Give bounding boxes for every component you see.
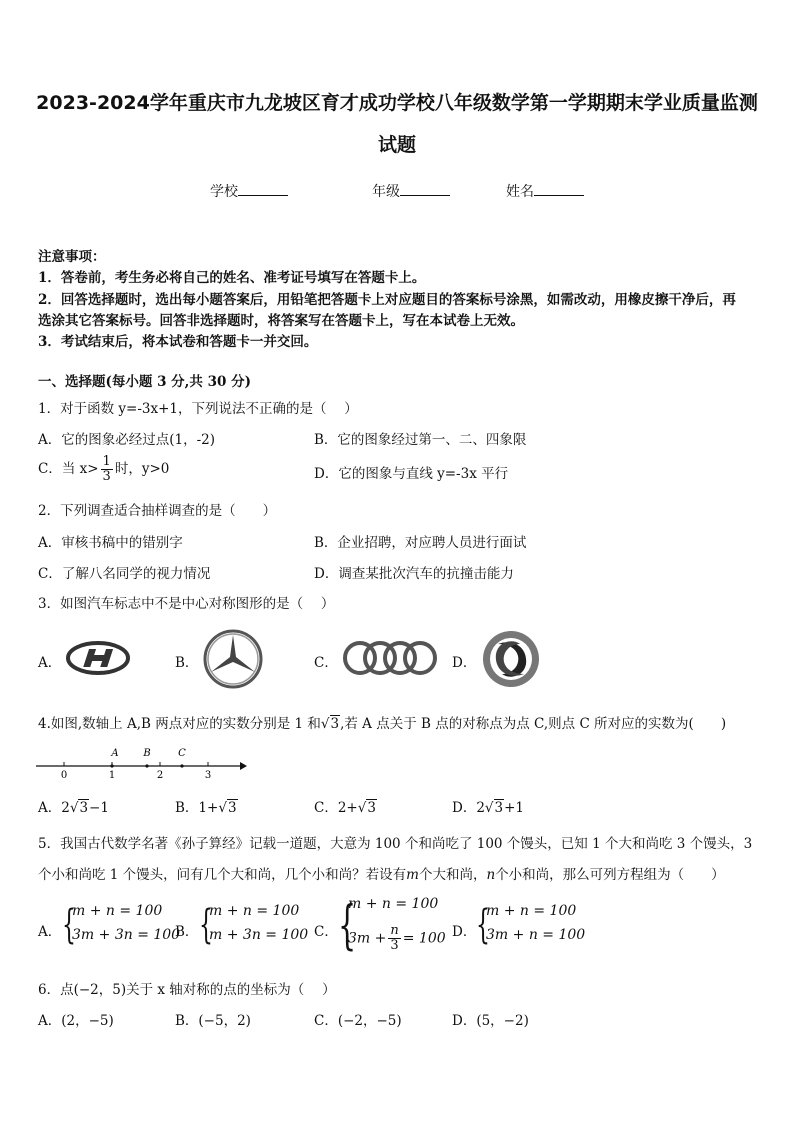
q4-option-a[interactable] [38, 796, 109, 816]
equation: m + n = 100 [209, 903, 300, 919]
exam-title-continued: 试题 [377, 134, 416, 156]
q2-option-c[interactable]: C．了解八名同学的视力情况 [38, 566, 211, 582]
sqrt-radicand: 3 [79, 800, 89, 816]
option-text: C．2+ [314, 800, 358, 816]
tick-label: 1 [108, 770, 116, 780]
brace-icon: { [476, 902, 490, 948]
fraction-numerator: n [390, 923, 399, 938]
q6-option-b[interactable]: B．(−5，2) [175, 1013, 251, 1029]
equation: 3m + 3n = 100 [72, 927, 181, 943]
point-label: C [178, 748, 186, 759]
name-blank[interactable] [534, 183, 584, 196]
name-field [506, 181, 584, 201]
notice-heading: 注意事项： [38, 249, 106, 265]
q3-option-d-label[interactable]: D． [452, 655, 477, 671]
sqrt-radicand: 3 [330, 716, 340, 732]
q4-stem-text: 4.如图,数轴上 A,B 两点对应的实数分别是 1 和 [38, 716, 321, 732]
q5-option-d-label[interactable]: D． [452, 924, 477, 940]
q1-option-c-prefix: C．当 x> [38, 461, 99, 477]
q2-option-d[interactable]: D．调查某批次汽车的抗撞击能力 [314, 566, 514, 582]
stem-text: 个小和尚，那么可列方程组为（ ） [495, 867, 725, 883]
dongfeng-logo [480, 628, 542, 694]
sqrt-sign: √ [484, 800, 494, 816]
sqrt-radicand: 3 [367, 800, 376, 816]
q1-option-d[interactable]: D．它的图象与直线 y=-3x 平行 [314, 466, 509, 482]
question-5-stem: 5．我国古代数学名著《孙子算经》记载一道题，大意为 100 个和尚吃了 100 个馒头，已知 1 个大和尚吃 3 个馒头，3 [38, 836, 753, 852]
school-blank[interactable] [238, 183, 288, 196]
fraction-denominator: 3 [390, 938, 399, 953]
tick-label: 3 [204, 770, 212, 780]
school-field [210, 181, 288, 201]
notice-item: 2．回答选择题时，选出每小题答案后，用铅笔把答题卡上对应题目的答案标号涂黑，如需改动，用橡皮擦干净后，再 [38, 292, 736, 308]
tick-label: 2 [156, 770, 164, 780]
equation [348, 924, 446, 953]
fraction [388, 924, 400, 953]
variable-n: n [486, 867, 496, 883]
question-2-stem: 2．下列调查适合抽样调查的是（ ） [38, 503, 277, 519]
option-text: D．2 [452, 800, 485, 816]
question-4-stem [38, 712, 726, 732]
exam-title: 2023-2024学年重庆市九龙坡区育才成功学校八年级数学第一学期期末学业质量监测 [36, 92, 758, 114]
q2-option-b[interactable]: B．企业招聘，对应聘人员进行面试 [314, 535, 527, 551]
number-line-figure [36, 744, 250, 784]
q6-option-d[interactable]: D．(5，−2) [452, 1013, 529, 1029]
sqrt-sign: √ [69, 800, 79, 816]
notice-item: 1．答卷前，考生务必将自己的姓名、准考证号填写在答题卡上。 [38, 270, 426, 286]
equation: m + n = 100 [72, 903, 163, 919]
brace-icon: { [62, 902, 76, 948]
q5-option-c-system [338, 896, 446, 958]
question-3-stem: 3．如图汽车标志中不是中心对称图形的是（ ） [38, 596, 335, 612]
q5-option-b-label[interactable]: B． [175, 924, 199, 940]
q3-option-b-label[interactable]: B． [175, 655, 199, 671]
brace-icon: { [338, 896, 357, 956]
equation: m + 3n = 100 [209, 927, 309, 943]
q5-option-b-system [199, 902, 309, 949]
equation: 3m + n = 100 [486, 927, 586, 943]
q3-option-c-label[interactable]: C． [314, 655, 338, 671]
sqrt-sign: √ [357, 800, 367, 816]
sqrt-radicand: 3 [494, 800, 504, 816]
q6-option-c[interactable]: C．(−2，−5) [314, 1013, 402, 1029]
q1-option-b[interactable]: B．它的图象经过第一、二、四象限 [314, 432, 527, 448]
fraction-denominator: 3 [102, 469, 111, 484]
notice-item: 3．考试结束后，将本试卷和答题卡一并交回。 [38, 334, 318, 350]
q6-option-a[interactable]: A．(2，−5) [38, 1013, 114, 1029]
option-text: −1 [89, 800, 109, 816]
sqrt-sign: √ [320, 716, 330, 732]
q5-option-d-system [476, 902, 586, 949]
sqrt-radicand: 3 [227, 800, 237, 816]
option-text: +1 [504, 800, 525, 816]
equation-part: 3m + [348, 930, 387, 947]
q5-option-a-system [62, 902, 181, 949]
sqrt-sign: √ [218, 800, 227, 816]
q5-option-a-label[interactable]: A． [38, 924, 62, 940]
question-5-stem-continued [38, 863, 725, 883]
notice-item: 选涂其它答案标号。回答非选择题时，将答案写在答题卡上，写在本试卷上无效。 [38, 313, 524, 329]
mercedes-logo [202, 628, 264, 694]
audi-logo [340, 638, 438, 682]
grade-label: 年级 [372, 184, 400, 200]
q5-option-c-label[interactable]: C． [314, 924, 338, 940]
q1-option-c[interactable] [38, 455, 169, 484]
section-heading: 一、选择题(每小题 3 分,共 30 分) [38, 374, 251, 390]
q3-option-a-label[interactable]: A． [38, 655, 62, 671]
equation: m + n = 100 [348, 896, 439, 912]
equation-part: = 100 [402, 930, 446, 947]
point-label: B [143, 748, 151, 759]
stem-text: 个小和尚吃 1 个馒头，问有几个大和尚，几个小和尚？若设有 [38, 867, 407, 883]
q1-option-c-suffix: 时，y>0 [114, 461, 170, 477]
school-label: 学校 [210, 184, 238, 200]
grade-field [372, 181, 450, 201]
point-label: A [111, 748, 119, 759]
question-6-stem: 6．点(−2，5)关于 x 轴对称的点的坐标为（ ） [38, 982, 336, 998]
tick-label: 0 [60, 770, 68, 780]
fraction [101, 455, 113, 484]
option-text: B．1+ [175, 800, 219, 816]
q4-option-d[interactable] [452, 796, 524, 816]
q4-option-b[interactable] [175, 796, 238, 816]
name-label: 姓名 [506, 184, 534, 200]
variable-m: m [406, 867, 419, 883]
brace-icon: { [199, 902, 213, 948]
hyundai-logo [66, 640, 130, 680]
question-1-stem: 1．对于函数 y=-3x+1，下列说法不正确的是（ ） [38, 401, 358, 417]
q2-option-a[interactable]: A．审核书稿中的错别字 [38, 535, 183, 551]
fraction-numerator: 1 [102, 454, 111, 469]
grade-blank[interactable] [400, 183, 450, 196]
option-text: A．2 [38, 800, 70, 816]
equation: m + n = 100 [486, 903, 577, 919]
axis-arrow-icon [240, 762, 247, 770]
q4-stem-text: ,若 A 点关于 B 点的对称点为点 C,则点 C 所对应的实数为( ) [340, 716, 727, 732]
q1-option-a[interactable]: A．它的图象必经过点(1，-2) [38, 432, 216, 448]
stem-text: 个大和尚， [418, 867, 487, 883]
q4-option-c[interactable] [314, 796, 377, 816]
